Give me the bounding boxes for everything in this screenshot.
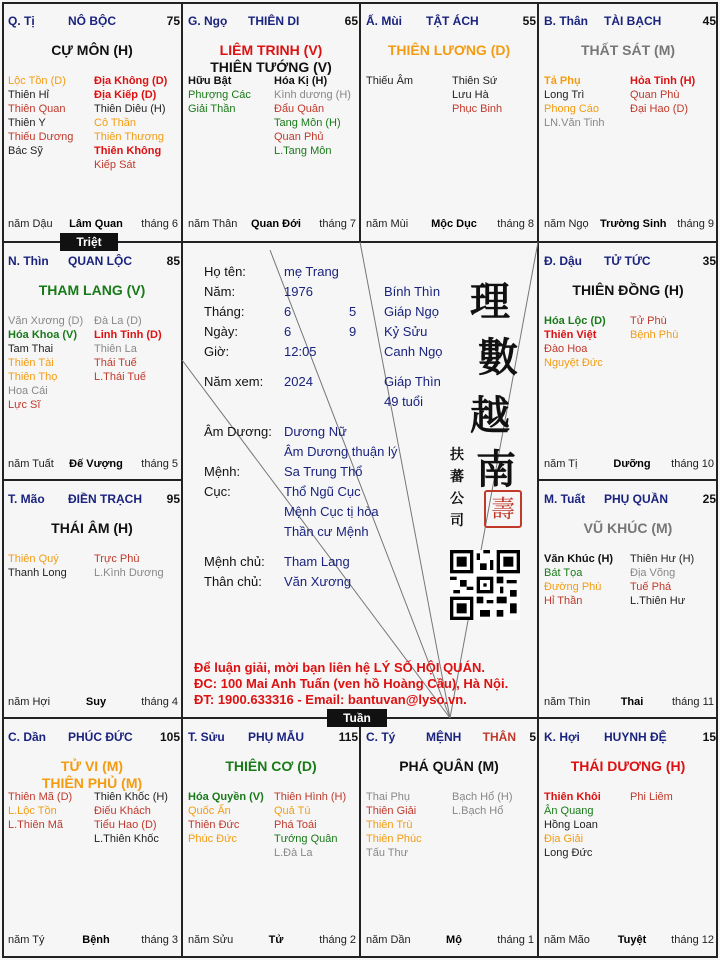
main-star: VŨ KHÚC (M) bbox=[583, 520, 673, 536]
ngay-am: 9 bbox=[349, 324, 357, 339]
tuoi-value: 49 tuổi bbox=[384, 394, 424, 409]
center-info bbox=[182, 242, 538, 718]
minor-star: Nguyệt Đức bbox=[544, 357, 603, 369]
main-star: THIÊN ĐỒNG (H) bbox=[572, 282, 684, 298]
minor-star: Thiên Hỉ bbox=[8, 89, 49, 101]
palace-score: 75 bbox=[166, 14, 180, 28]
main-stars bbox=[182, 42, 360, 76]
palace-year: năm Dậu bbox=[8, 218, 53, 230]
palace-branch-label: B. Thân bbox=[544, 14, 588, 28]
minor-star: L.Thiên Hư bbox=[630, 595, 686, 607]
minor-star: Bác Sỹ bbox=[8, 145, 43, 157]
palace-branch-label: Ấ. Mùi bbox=[366, 14, 402, 28]
palace-mao[interactable] bbox=[2, 480, 182, 718]
menh-label: Mệnh: bbox=[204, 464, 241, 479]
main-star: THIÊN LƯƠNG (D) bbox=[387, 42, 511, 58]
minor-star: Thiên Đức bbox=[188, 819, 240, 831]
minor-star: Đào Hoa bbox=[544, 343, 588, 355]
menh-value: Sa Trung Thổ bbox=[284, 464, 363, 479]
palace-month: tháng 1 bbox=[497, 934, 534, 946]
minor-star: Đẩu Quân bbox=[274, 103, 325, 115]
minor-star: Lưu Hà bbox=[452, 89, 489, 101]
palace-month: tháng 4 bbox=[141, 696, 178, 708]
minor-star: Long Đức bbox=[544, 847, 593, 859]
minor-star: Văn Xương (D) bbox=[8, 315, 84, 327]
palace-year: năm Hợi bbox=[8, 696, 51, 708]
main-stars bbox=[538, 42, 718, 59]
minor-star: Thiên Quan bbox=[8, 103, 66, 115]
palace-score: 85 bbox=[166, 254, 180, 268]
main-stars bbox=[538, 758, 718, 775]
minor-star: Thiên Mã (D) bbox=[8, 791, 73, 803]
nam-can-chi: Bính Thìn bbox=[384, 284, 441, 299]
palace-score: 65 bbox=[344, 14, 358, 28]
contact-line-1: Để luận giải, mời bạn liên hệ LÝ SỐ HỘI QUÁN. bbox=[194, 660, 485, 675]
palace-stage: Bệnh bbox=[82, 934, 110, 946]
ngay-duong: 6 bbox=[284, 324, 292, 339]
palace-stage: Quan Đới bbox=[251, 218, 301, 230]
than-cu-note: Thần cư Mệnh bbox=[284, 524, 369, 539]
palace-branch-label: C. Tý bbox=[366, 730, 396, 744]
minor-stars-right bbox=[94, 552, 164, 580]
calligraphy-char-2: 數 bbox=[478, 334, 518, 381]
main-stars bbox=[538, 282, 718, 299]
minor-star: Văn Khúc (H) bbox=[544, 553, 614, 565]
palace-suu[interactable] bbox=[182, 718, 360, 958]
ngay-label: Ngày: bbox=[204, 324, 238, 339]
red-seal-stamp: 壽 bbox=[484, 490, 522, 528]
main-stars bbox=[360, 42, 538, 59]
minor-star: Địa Kiếp (D) bbox=[94, 89, 157, 101]
main-star: THÁI ÂM (H) bbox=[51, 520, 133, 536]
calligraphy-char-1: 理 bbox=[470, 278, 510, 325]
palace-score: 115 bbox=[338, 730, 358, 744]
than-chu-value: Văn Xương bbox=[284, 574, 352, 589]
minor-star: L.Tang Môn bbox=[274, 145, 332, 157]
palace-name: TÀI BẠCH bbox=[604, 14, 662, 28]
minor-star: Tang Môn (H) bbox=[274, 117, 341, 129]
palace-name: NÔ BỘC bbox=[68, 14, 116, 28]
thang-can-chi: Giáp Ngọ bbox=[384, 304, 439, 319]
palace-score: 105 bbox=[159, 730, 180, 744]
palace-month: tháng 8 bbox=[497, 218, 534, 230]
minor-star: Địa Võng bbox=[630, 567, 676, 579]
palace-score: 25 bbox=[702, 492, 716, 506]
minor-star: Hoa Cái bbox=[8, 385, 48, 397]
main-star: THAM LANG (V) bbox=[38, 282, 146, 298]
gio-label: Giờ: bbox=[204, 344, 230, 359]
minor-star: Địa Giải bbox=[544, 833, 584, 845]
nam-label: Năm: bbox=[204, 284, 236, 299]
triet-tag: Triệt bbox=[60, 233, 118, 251]
minor-star: Phượng Các bbox=[188, 89, 251, 101]
minor-star: Phúc Đức bbox=[188, 833, 237, 845]
palace-year: năm Mão bbox=[544, 934, 590, 946]
minor-stars-left bbox=[366, 790, 422, 860]
minor-star: L.Đà La bbox=[274, 847, 313, 859]
main-star: THẤT SÁT (M) bbox=[580, 42, 676, 58]
minor-star: Phi Liêm bbox=[630, 791, 673, 803]
minor-stars-right bbox=[630, 74, 695, 116]
minor-star: Quan Phù bbox=[630, 89, 680, 101]
palace-branch-label: K. Hợi bbox=[544, 730, 580, 744]
minor-star: Thanh Long bbox=[8, 567, 67, 579]
minor-star: Thiên Sứ bbox=[452, 75, 498, 87]
ngay-can-chi: Kỷ Sửu bbox=[384, 324, 428, 339]
minor-stars-right bbox=[630, 552, 694, 608]
main-star: THIÊN PHỦ (M) bbox=[41, 775, 143, 791]
minor-star: L.Kình Dương bbox=[94, 567, 164, 579]
palace-branch-label: G. Ngọ bbox=[188, 14, 228, 28]
thang-duong: 6 bbox=[284, 304, 292, 319]
minor-stars-left bbox=[8, 74, 73, 158]
minor-stars-left bbox=[544, 552, 613, 608]
palace-name: ĐIỀN TRẠCH bbox=[68, 492, 142, 506]
qr-code-icon[interactable] bbox=[450, 550, 520, 620]
minor-stars-left bbox=[544, 74, 605, 130]
minor-star: Thiên Phúc bbox=[366, 833, 422, 845]
minor-stars-right bbox=[630, 790, 673, 804]
palace-name: QUAN LỘC bbox=[68, 254, 132, 268]
minor-stars-left bbox=[366, 74, 413, 88]
minor-star: Thiên Diêu (H) bbox=[94, 103, 166, 115]
palace-month: tháng 11 bbox=[671, 696, 714, 708]
minor-star: L.Bạch Hổ bbox=[452, 805, 504, 817]
minor-stars-right bbox=[94, 74, 167, 172]
main-stars bbox=[2, 282, 182, 299]
minor-star: Tướng Quân bbox=[274, 833, 338, 845]
minor-star: Hóa Kị (H) bbox=[274, 75, 328, 87]
minor-stars-left bbox=[188, 74, 251, 116]
minor-star: Bệnh Phù bbox=[630, 329, 679, 341]
minor-star: Quan Phủ bbox=[274, 131, 324, 143]
minor-star: Quả Tú bbox=[274, 805, 311, 817]
minor-star: Giải Thần bbox=[188, 103, 236, 115]
cuc-label: Cục: bbox=[204, 484, 231, 499]
minor-star: Thiên Khôi bbox=[544, 791, 601, 803]
palace-month: tháng 7 bbox=[319, 218, 356, 230]
cuc-note: Mệnh Cục tị hòa bbox=[284, 504, 379, 519]
palace-stage: Tử bbox=[268, 934, 284, 946]
palace-branch-label: Đ. Dậu bbox=[544, 254, 583, 268]
minor-star: Hỉ Thần bbox=[544, 595, 583, 607]
small-cal-4: 司 bbox=[450, 513, 464, 529]
minor-star: Long Trì bbox=[544, 89, 585, 101]
minor-star: Tiểu Hao (D) bbox=[94, 819, 157, 831]
palace-month: tháng 9 bbox=[677, 218, 714, 230]
palace-year: năm Thìn bbox=[544, 696, 591, 708]
palace-stage: Mộ bbox=[446, 934, 462, 946]
palace-month: tháng 12 bbox=[671, 934, 714, 946]
palace-ti[interactable] bbox=[2, 2, 182, 242]
calligraphy-char-3: 越 bbox=[470, 392, 510, 439]
main-stars bbox=[360, 758, 538, 775]
minor-star: Địa Không (D) bbox=[94, 75, 168, 87]
minor-stars-right bbox=[274, 74, 351, 158]
minor-star: Cô Thần bbox=[94, 117, 136, 129]
minor-star: Thiên Hư (H) bbox=[630, 553, 695, 565]
palace-month: tháng 3 bbox=[141, 934, 178, 946]
palace-name: TẬT ÁCH bbox=[426, 14, 479, 28]
nam-xem-can-chi: Giáp Thìn bbox=[384, 374, 441, 389]
palace-branch-label: Q. Tị bbox=[8, 14, 35, 28]
palace-year: năm Thân bbox=[188, 218, 238, 230]
menh-chu-label: Mệnh chủ: bbox=[204, 554, 265, 569]
ho-ten-label: Họ tên: bbox=[204, 264, 246, 279]
main-stars bbox=[2, 520, 182, 537]
palace-month: tháng 10 bbox=[671, 458, 714, 470]
minor-star: Bát Tọa bbox=[544, 567, 583, 579]
palace-stage: Trường Sinh bbox=[600, 218, 667, 230]
small-cal-2: 蕃 bbox=[450, 469, 464, 485]
minor-star: Thiên Quý bbox=[8, 553, 59, 565]
main-stars bbox=[2, 758, 182, 792]
palace-stage: Dưỡng bbox=[613, 458, 651, 470]
nam-xem-value: 2024 bbox=[284, 374, 313, 389]
minor-star: Trực Phù bbox=[94, 553, 140, 565]
cuc-value: Thổ Ngũ Cục bbox=[284, 484, 361, 499]
palace-name: HUYNH ĐỆ bbox=[604, 730, 667, 744]
am-duong-value: Dương Nữ bbox=[284, 424, 347, 439]
palace-branch-label: M. Tuất bbox=[544, 492, 586, 506]
minor-stars-left bbox=[8, 552, 67, 580]
palace-stage: Thai bbox=[620, 696, 644, 708]
main-star: THIÊN CƠ (D) bbox=[225, 758, 317, 774]
gio-value: 12:05 bbox=[284, 344, 317, 359]
gio-can-chi: Canh Ngọ bbox=[384, 344, 443, 359]
contact-phone-email[interactable]: ĐT: 1900.633316 - Email: bantuvan@lyso.vn. bbox=[194, 692, 467, 707]
minor-star: L.Lộc Tồn bbox=[8, 805, 57, 817]
palace-tuat[interactable] bbox=[538, 480, 718, 718]
main-star: TỬ VI (M) bbox=[60, 758, 124, 774]
minor-star: Thiên Trù bbox=[366, 819, 413, 831]
palace-branch-label: N. Thìn bbox=[8, 254, 49, 268]
minor-star: Phá Toái bbox=[274, 819, 317, 831]
minor-star: Thiên Giải bbox=[366, 805, 417, 817]
minor-stars-right bbox=[94, 314, 162, 384]
than-tag: THÂN bbox=[482, 730, 516, 744]
palace-stage: Đế Vượng bbox=[69, 458, 123, 470]
thang-am: 5 bbox=[349, 304, 357, 319]
palace-stage: Tuyệt bbox=[617, 934, 647, 946]
minor-star: Hóa Quyền (V) bbox=[188, 791, 264, 803]
main-star: LIÊM TRINH (V) bbox=[219, 42, 323, 58]
main-star: CỰ MÔN (H) bbox=[51, 42, 133, 58]
palace-year: năm Tuất bbox=[8, 458, 54, 470]
palace-score: 95 bbox=[166, 492, 180, 506]
minor-star: Hóa Lộc (D) bbox=[544, 315, 606, 327]
minor-star: Thiên Việt bbox=[544, 329, 597, 341]
palace-ty[interactable] bbox=[360, 718, 538, 958]
palace-score: 55 bbox=[522, 14, 536, 28]
minor-star: L.Thiên Khốc bbox=[94, 833, 159, 845]
palace-branch-label: C. Dần bbox=[8, 730, 47, 744]
palace-mui[interactable] bbox=[360, 2, 538, 242]
palace-month: tháng 6 bbox=[141, 218, 178, 230]
palace-dau[interactable] bbox=[538, 242, 718, 480]
thang-label: Tháng: bbox=[204, 304, 245, 319]
palace-score: 15 bbox=[702, 730, 716, 744]
minor-star: Thiên Thọ bbox=[8, 371, 58, 383]
contact-address: ĐC: 100 Mai Anh Tuấn (ven hồ Hoàng Cầu), Hà Nội. bbox=[194, 676, 509, 691]
minor-star: Ân Quang bbox=[544, 805, 594, 817]
minor-star: Đại Hao (D) bbox=[630, 103, 689, 115]
minor-star: LN.Văn Tinh bbox=[544, 117, 605, 129]
minor-star: Phong Cáo bbox=[544, 103, 600, 115]
palace-name: PHỤ MẪU bbox=[248, 730, 304, 744]
palace-year: năm Tý bbox=[8, 934, 45, 946]
main-stars bbox=[538, 520, 718, 537]
minor-star: Bạch Hổ (H) bbox=[452, 791, 513, 803]
minor-star: Thiên Khốc (H) bbox=[94, 791, 168, 803]
minor-star: Hỏa Tinh (H) bbox=[630, 75, 696, 87]
palace-year: năm Ngọ bbox=[544, 218, 589, 230]
minor-star: Tuế Phá bbox=[630, 581, 672, 593]
minor-stars-left bbox=[8, 314, 83, 412]
palace-year: năm Sửu bbox=[188, 934, 234, 946]
minor-star: L.Thái Tuế bbox=[94, 371, 146, 383]
palace-dan[interactable] bbox=[2, 718, 182, 958]
palace-stage: Suy bbox=[85, 696, 107, 708]
minor-star: Thiên Hình (H) bbox=[274, 791, 347, 803]
minor-stars-left bbox=[544, 314, 606, 370]
main-star: THÁI DƯƠNG (H) bbox=[570, 758, 686, 774]
minor-star: Lực Sĩ bbox=[8, 399, 41, 411]
minor-star: L.Thiên Mã bbox=[8, 819, 64, 831]
minor-star: Thiên Tài bbox=[8, 357, 54, 369]
palace-branch-label: T. Mão bbox=[8, 492, 45, 506]
minor-stars-right bbox=[452, 790, 513, 818]
minor-stars-left bbox=[544, 790, 601, 860]
minor-stars-left bbox=[8, 790, 72, 832]
minor-star: Lộc Tồn (D) bbox=[8, 75, 66, 87]
am-duong-note: Âm Dương thuận lý bbox=[284, 444, 398, 459]
minor-star: Đường Phù bbox=[544, 581, 602, 593]
ho-ten-value: mẹ Trang bbox=[284, 264, 339, 279]
nam-value: 1976 bbox=[284, 284, 313, 299]
minor-star: Thiếu Dương bbox=[8, 131, 74, 143]
than-chu-label: Thân chủ: bbox=[204, 574, 262, 589]
minor-star: Thiên Không bbox=[94, 145, 162, 157]
minor-star: Tam Thai bbox=[8, 343, 54, 355]
minor-stars-left bbox=[188, 790, 264, 846]
minor-star: Điếu Khách bbox=[94, 805, 151, 817]
palace-score: 45 bbox=[702, 14, 716, 28]
am-duong-label: Âm Dương: bbox=[204, 424, 272, 439]
minor-stars-right bbox=[630, 314, 678, 342]
minor-star: Hữu Bật bbox=[188, 75, 232, 87]
minor-star: Thiên Thương bbox=[94, 131, 165, 143]
minor-star: Thai Phụ bbox=[366, 791, 411, 803]
small-cal-3: 公 bbox=[450, 491, 464, 507]
nam-xem-label: Năm xem: bbox=[204, 374, 264, 389]
minor-star: Tấu Thư bbox=[366, 847, 409, 859]
main-star: THIÊN TƯỚNG (V) bbox=[210, 59, 332, 75]
calligraphy-char-4: 南 bbox=[476, 446, 516, 493]
palace-thin[interactable] bbox=[2, 242, 182, 480]
palace-year: năm Tị bbox=[544, 458, 578, 470]
minor-stars-right bbox=[274, 790, 346, 860]
main-star: PHÁ QUÂN (M) bbox=[399, 758, 499, 774]
palace-year: năm Dần bbox=[366, 934, 411, 946]
tuan-tag: Tuần bbox=[327, 709, 387, 727]
minor-star: Kiếp Sát bbox=[94, 159, 136, 171]
main-stars bbox=[2, 42, 182, 59]
minor-stars-right bbox=[452, 74, 502, 116]
minor-star: Thái Tuế bbox=[94, 357, 137, 369]
palace-score: 35 bbox=[702, 254, 716, 268]
palace-name: PHỤ QUẦN bbox=[604, 492, 669, 506]
palace-stage: Lâm Quan bbox=[69, 218, 123, 230]
palace-month: tháng 5 bbox=[141, 458, 178, 470]
minor-star: Tả Phụ bbox=[544, 75, 581, 87]
palace-month: tháng 2 bbox=[319, 934, 356, 946]
palace-than[interactable] bbox=[538, 2, 718, 242]
minor-star: Thiên La bbox=[94, 343, 137, 355]
minor-stars-right bbox=[94, 790, 168, 846]
small-cal-1: 扶 bbox=[450, 447, 464, 463]
main-stars bbox=[182, 758, 360, 775]
minor-star: Thiếu Âm bbox=[366, 75, 414, 87]
menh-chu-value: Tham Lang bbox=[284, 554, 350, 569]
minor-star: Kình dương (H) bbox=[274, 89, 351, 101]
minor-star: Hồng Loan bbox=[544, 819, 598, 831]
palace-name: PHÚC ĐỨC bbox=[68, 730, 133, 744]
palace-score: 5 bbox=[529, 730, 536, 744]
palace-name: MỆNH bbox=[426, 730, 462, 744]
palace-hoi[interactable] bbox=[538, 718, 718, 958]
palace-year: năm Mùi bbox=[366, 218, 409, 230]
minor-star: Tử Phù bbox=[630, 315, 667, 327]
palace-name: THIÊN DI bbox=[248, 14, 300, 28]
palace-ngo[interactable] bbox=[182, 2, 360, 242]
minor-star: Hóa Khoa (V) bbox=[8, 329, 78, 341]
palace-branch-label: T. Sửu bbox=[188, 730, 225, 744]
minor-star: Đà La (D) bbox=[94, 315, 142, 327]
palace-name: TỬ TỨC bbox=[604, 254, 651, 268]
minor-star: Phục Binh bbox=[452, 103, 503, 115]
minor-star: Quốc Ấn bbox=[188, 805, 231, 817]
minor-star: Thiên Y bbox=[8, 117, 46, 129]
palace-stage: Mộc Dục bbox=[431, 218, 477, 230]
minor-star: Linh Tinh (D) bbox=[94, 329, 162, 341]
